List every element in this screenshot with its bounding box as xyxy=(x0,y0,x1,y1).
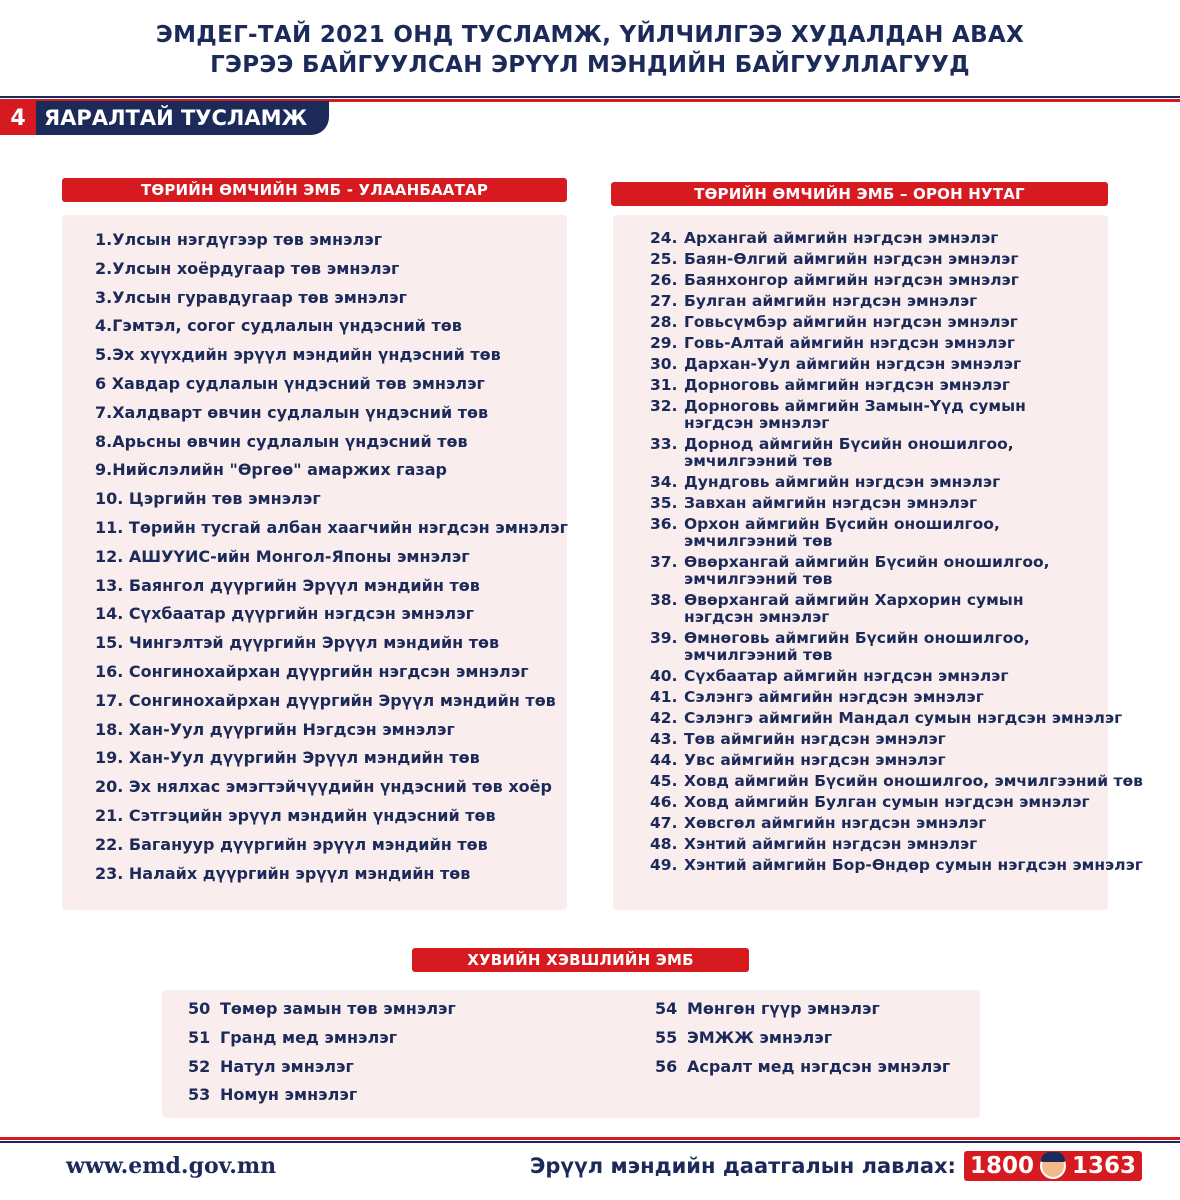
list-item xyxy=(650,689,1143,710)
list-item: 21. Сэтгэцийн эрүүл мэндийн үндэсний төв xyxy=(95,805,496,825)
list-item-text: Сүхбаатар аймгийн нэгдсэн эмнэлэг xyxy=(684,667,1009,685)
list-item xyxy=(188,1081,456,1110)
right-panel-heading: ТӨРИЙН ӨМЧИЙН ЭМБ – ОРОН НУТАГ xyxy=(611,182,1108,206)
list-item xyxy=(650,474,1143,495)
private-list-col1 xyxy=(188,995,456,1110)
list-item-text: Хэнтий аймгийн нэгдсэн эмнэлэг xyxy=(684,835,978,853)
list-item-number: 32. xyxy=(650,397,678,415)
list-item: 10. Цэргийн төв эмнэлэг xyxy=(95,489,321,509)
list-item: 4.Гэмтэл, согог судлалын үндэсний төв xyxy=(95,316,462,336)
section-banner xyxy=(0,101,329,135)
list-item-number: 50 xyxy=(188,999,211,1018)
list-item-number: 33. xyxy=(650,435,678,453)
list-item-text: Орхон аймгийн Бүсийн оношилгоо, эмчилгээний төв xyxy=(684,515,1000,550)
list-item-number: 34. xyxy=(650,473,678,491)
list-item: 5.Эх хүүхдийн эрүүл мэндийн үндэсний төв xyxy=(95,345,501,365)
list-item xyxy=(650,857,1143,878)
face-icon xyxy=(1040,1153,1066,1179)
list-item: 23. Налайх дүүргийн эрүүл мэндийн төв xyxy=(95,863,471,883)
list-item-text: Хөвсгөл аймгийн нэгдсэн эмнэлэг xyxy=(684,814,987,832)
list-item: 15. Чингэлтэй дүүргийн Эрүүл мэндийн төв xyxy=(95,633,500,653)
list-item-number: 54 xyxy=(655,999,678,1018)
hotline-label: Эрүүл мэндийн даатгалын лавлах: xyxy=(529,1154,956,1178)
list-item-text: Сэлэнгэ аймгийн нэгдсэн эмнэлэг xyxy=(684,688,984,706)
list-item xyxy=(655,1053,950,1082)
hotline-part-2: 1363 xyxy=(1071,1153,1136,1179)
list-item-text: Асралт мед нэгдсэн эмнэлэг xyxy=(687,1056,951,1076)
list-item: 9.Нийслэлийн "Өргөө" амаржих газар xyxy=(95,460,447,480)
list-item xyxy=(650,314,1143,335)
title-line-2: ГЭРЭЭ БАЙГУУЛСАН ЭРҮҮЛ МЭНДИЙН БАЙГУУЛЛАГУУД xyxy=(210,52,970,78)
list-item xyxy=(188,1024,456,1053)
list-item-text: Дорноговь аймгийн нэгдсэн эмнэлэг xyxy=(684,376,1010,394)
list-item: 20. Эх нялхас эмэгтэйчүүдийн үндэсний төв хоёр xyxy=(95,777,552,797)
list-item: 2.Улсын хоёрдугаар төв эмнэлэг xyxy=(95,258,400,278)
list-item xyxy=(650,630,1143,668)
list-item: 6 Хавдар судлалын үндэсний төв эмнэлэг xyxy=(95,373,485,393)
list-item xyxy=(650,516,1143,554)
list-item-number: 56 xyxy=(655,1056,678,1076)
list-item-number: 38. xyxy=(650,591,678,609)
list-item-text: Төв аймгийн нэгдсэн эмнэлэг xyxy=(684,730,946,748)
list-item-text: Баян-Өлгий аймгийн нэгдсэн эмнэлэг xyxy=(684,250,1019,268)
page-title xyxy=(0,20,1180,80)
list-item-number: 25. xyxy=(650,250,678,268)
list-item: 18. Хан-Уул дүүргийн Нэгдсэн эмнэлэг xyxy=(95,719,455,739)
hotline-number-box xyxy=(964,1151,1142,1181)
list-item-text: Ховд аймгийн Бүсийн оношилгоо, эмчилгээний төв xyxy=(684,772,1143,790)
list-item xyxy=(650,272,1143,293)
list-item-number: 52 xyxy=(188,1056,211,1076)
section-label: ЯАРАЛТАЙ ТУСЛАМЖ xyxy=(36,101,329,135)
list-item-number: 51 xyxy=(188,1027,211,1047)
list-item-number: 36. xyxy=(650,515,678,533)
list-item xyxy=(650,794,1143,815)
list-item-number: 41. xyxy=(650,688,678,706)
hotline-part-1: 1800 xyxy=(969,1153,1034,1179)
list-item-number: 29. xyxy=(650,334,678,352)
private-list-col2 xyxy=(655,995,950,1081)
list-item-text: Говьсүмбэр аймгийн нэгдсэн эмнэлэг xyxy=(684,313,1018,331)
list-item-text: Ховд аймгийн Булган сумын нэгдсэн эмнэлэг xyxy=(684,793,1090,811)
list-item-text: Төмөр замын төв эмнэлэг xyxy=(220,999,456,1018)
list-item-text: Дархан-Уул аймгийн нэгдсэн эмнэлэг xyxy=(684,355,1022,373)
left-panel-heading: ТӨРИЙН ӨМЧИЙН ЭМБ - УЛААНБААТАР xyxy=(62,178,567,202)
list-item xyxy=(655,995,950,1024)
list-item-text: Говь-Алтай аймгийн нэгдсэн эмнэлэг xyxy=(684,334,1015,352)
list-item-text: Дорноговь аймгийн Замын-Үүд сумын нэгдсэн эмнэлэг xyxy=(684,397,1026,432)
list-item xyxy=(650,251,1143,272)
hotline xyxy=(530,1151,1142,1181)
list-item: 1.Улсын нэгдүгээр төв эмнэлэг xyxy=(95,230,383,249)
list-item-number: 39. xyxy=(650,629,678,647)
list-item-number: 49. xyxy=(650,856,678,874)
list-item xyxy=(650,710,1143,731)
list-item-text: Мөнгөн гүүр эмнэлэг xyxy=(687,999,880,1018)
list-item-number: 47. xyxy=(650,814,678,832)
list-item-text: Увс аймгийн нэгдсэн эмнэлэг xyxy=(684,751,946,769)
list-item-number: 35. xyxy=(650,494,678,512)
website-link[interactable]: www.emd.gov.mn xyxy=(66,1153,277,1179)
list-item xyxy=(650,230,1143,251)
list-item: 12. АШУҮИС-ийн Монгол-Японы эмнэлэг xyxy=(95,546,470,566)
list-item-text: Сэлэнгэ аймгийн Мандал сумын нэгдсэн эмнэлэг xyxy=(684,709,1123,727)
list-item xyxy=(188,995,456,1024)
list-item-number: 48. xyxy=(650,835,678,853)
list-item-text: Дорнод аймгийн Бүсийн оношилгоо, эмчилгээний төв xyxy=(684,435,1014,470)
list-item xyxy=(650,836,1143,857)
list-item xyxy=(650,377,1143,398)
list-item-number: 43. xyxy=(650,730,678,748)
list-item-number: 37. xyxy=(650,553,678,571)
right-list xyxy=(650,230,1143,878)
section-number: 4 xyxy=(0,101,36,135)
list-item: 16. Сонгинохайрхан дүүргийн нэгдсэн эмнэлэг xyxy=(95,661,529,681)
list-item-text: Булган аймгийн нэгдсэн эмнэлэг xyxy=(684,292,978,310)
list-item xyxy=(650,436,1143,474)
list-item-number: 26. xyxy=(650,271,678,289)
list-item-text: Гранд мед эмнэлэг xyxy=(220,1027,398,1047)
list-item-number: 24. xyxy=(650,229,678,247)
list-item-text: Дундговь аймгийн нэгдсэн эмнэлэг xyxy=(684,473,1001,491)
list-item xyxy=(655,1024,950,1053)
title-line-1: ЭМДЕГ-ТАЙ 2021 ОНД ТУСЛАМЖ, ҮЙЛЧИЛГЭЭ ХУДАЛДАН АВАХ xyxy=(155,22,1025,48)
list-item: 13. Баянгол дүүргийн Эрүүл мэндийн төв xyxy=(95,575,480,595)
list-item xyxy=(650,335,1143,356)
list-item-number: 31. xyxy=(650,376,678,394)
list-item-number: 40. xyxy=(650,667,678,685)
list-item-text: Баянхонгор аймгийн нэгдсэн эмнэлэг xyxy=(684,271,1019,289)
list-item: 3.Улсын гуравдугаар төв эмнэлэг xyxy=(95,287,407,307)
list-item-number: 55 xyxy=(655,1027,678,1047)
list-item-text: Өвөрхангай аймгийн Бүсийн оношилгоо, эмчилгээний төв xyxy=(684,553,1050,588)
list-item-number: 44. xyxy=(650,751,678,769)
list-item-number: 53 xyxy=(188,1085,211,1105)
list-item-number: 42. xyxy=(650,709,678,727)
list-item-text: Завхан аймгийн нэгдсэн эмнэлэг xyxy=(684,494,978,512)
list-item xyxy=(650,293,1143,314)
list-item-number: 30. xyxy=(650,355,678,373)
list-item xyxy=(650,752,1143,773)
list-item-text: Өвөрхангай аймгийн Хархорин сумын нэгдсэн эмнэлэг xyxy=(684,591,1024,626)
list-item xyxy=(650,554,1143,592)
list-item xyxy=(650,731,1143,752)
list-item: 8.Арьсны өвчин судлалын үндэсний төв xyxy=(95,431,468,451)
list-item-text: Архангай аймгийн нэгдсэн эмнэлэг xyxy=(684,229,999,247)
list-item xyxy=(650,495,1143,516)
list-item-text: ЭМЖЖ эмнэлэг xyxy=(687,1027,833,1047)
bottom-divider xyxy=(0,1137,1180,1143)
left-list xyxy=(95,226,568,888)
list-item: 19. Хан-Уул дүүргийн Эрүүл мэндийн төв xyxy=(95,748,480,768)
list-item xyxy=(650,356,1143,377)
list-item-number: 28. xyxy=(650,313,678,331)
list-item-number: 27. xyxy=(650,292,678,310)
list-item: 22. Багануур дүүргийн эрүүл мэндийн төв xyxy=(95,834,488,854)
list-item xyxy=(188,1053,456,1082)
list-item xyxy=(650,398,1143,436)
list-item xyxy=(650,592,1143,630)
list-item-number: 45. xyxy=(650,772,678,790)
list-item-text: Өмнөговь аймгийн Бүсийн оношилгоо, эмчилгээний төв xyxy=(684,629,1030,664)
private-panel-heading: ХУВИЙН ХЭВШЛИЙН ЭМБ xyxy=(412,948,749,972)
list-item-text: Хэнтий аймгийн Бор-Өндөр сумын нэгдсэн эмнэлэг xyxy=(684,856,1143,874)
list-item-text: Натул эмнэлэг xyxy=(220,1056,354,1076)
list-item xyxy=(650,773,1143,794)
list-item xyxy=(650,668,1143,689)
list-item xyxy=(650,815,1143,836)
list-item: 7.Халдварт өвчин судлалын үндэсний төв xyxy=(95,402,489,422)
list-item-number: 46. xyxy=(650,793,678,811)
list-item-text: Номун эмнэлэг xyxy=(220,1085,358,1105)
list-item: 14. Сүхбаатар дүүргийн нэгдсэн эмнэлэг xyxy=(95,604,474,624)
list-item: 11. Төрийн тусгай албан хаагчийн нэгдсэн эмнэлэг xyxy=(95,517,568,537)
list-item: 17. Сонгинохайрхан дүүргийн Эрүүл мэндийн төв xyxy=(95,690,556,710)
